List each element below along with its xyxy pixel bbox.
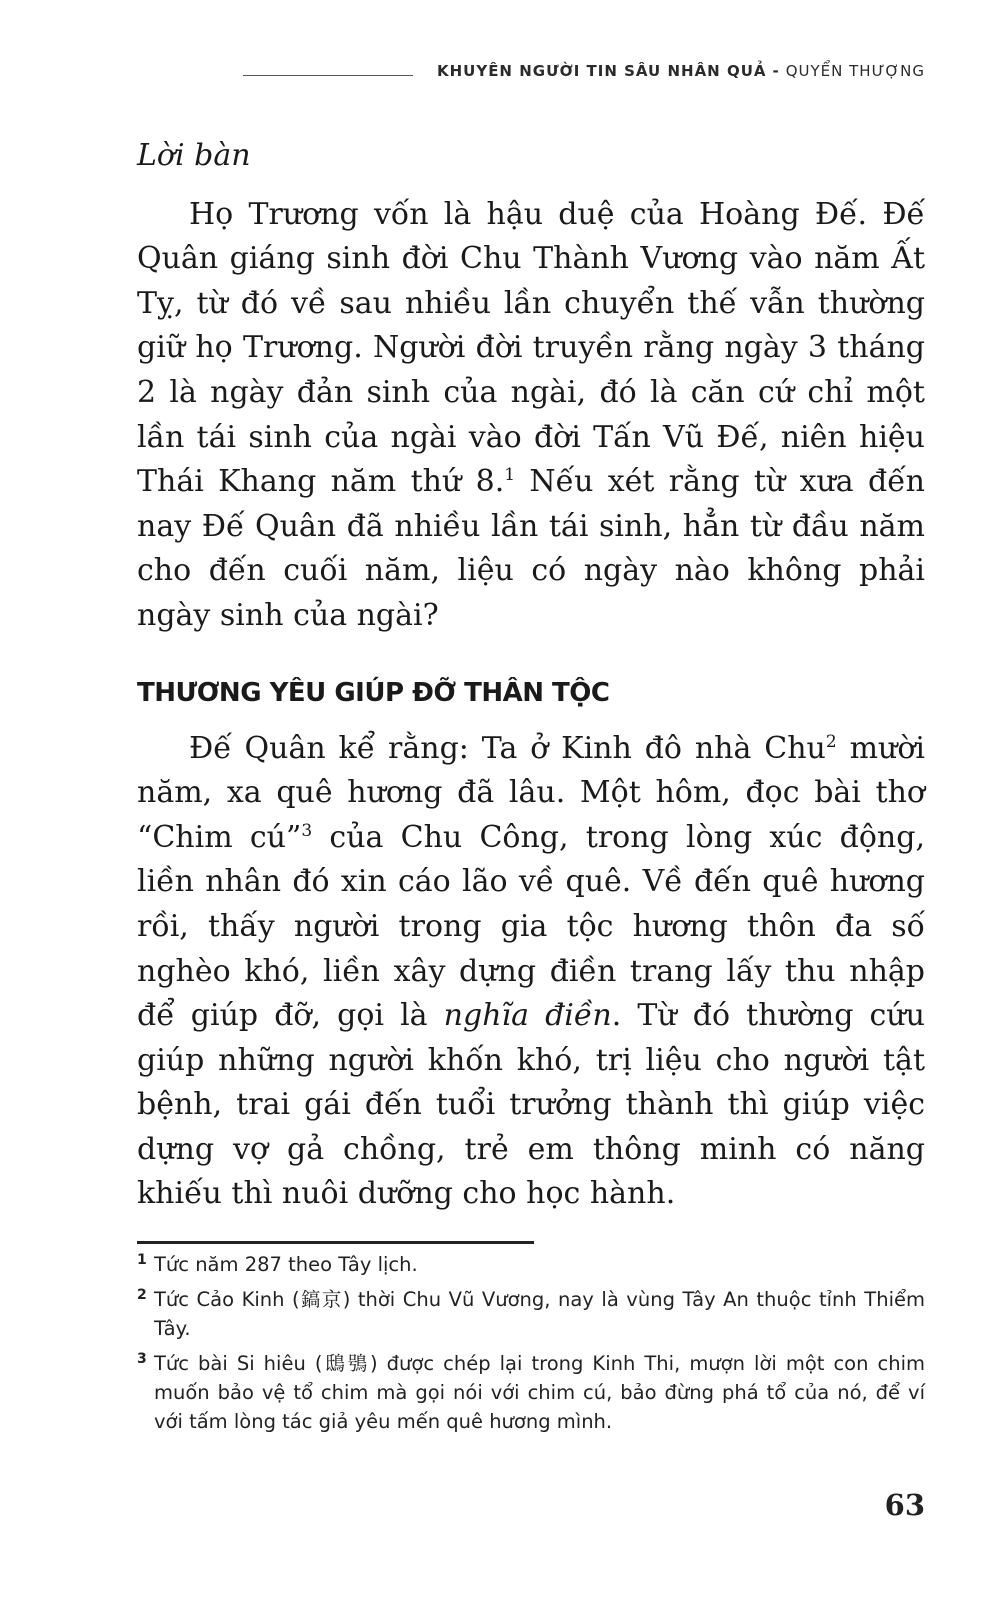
section-heading: THƯƠNG YÊU GIÚP ĐỠ THÂN TỘC <box>137 677 610 708</box>
paragraph-text: mười năm, xa quê hương đã lâu. Một hôm, đọc bài thơ “Chim cú” <box>137 730 925 855</box>
footnote-ref-2: 2 <box>825 731 837 752</box>
footnote-number: 1 <box>137 1252 147 1268</box>
footnote-number: 3 <box>137 1351 147 1367</box>
paragraph-text: của Chu Công, trong lòng xúc động, liền nhân đó xin cáo lão về quê. Về đến quê hương rồi, thấy người trong gia tộc hương thôn đa số nghèo khó, liền xây dựng điền trang lấy thu nhập để giúp đỡ, gọi là <box>137 819 925 1034</box>
paragraph-story <box>137 727 925 1218</box>
footnote-2 <box>137 1285 925 1343</box>
footnote-text: Tức năm 287 theo Tây lịch. <box>154 1253 418 1276</box>
header-book-title: KHUYÊN NGƯỜI TIN SÂU NHÂN QUẢ <box>436 62 767 80</box>
paragraph-text: Nếu xét rằng từ xưa đến nay Đế Quân đã nhiều lần tái sinh, hẳn từ đầu năm cho đến cuối năm, liệu có ngày nào không phải ngày sinh của ngài? <box>137 464 925 633</box>
footnote-ref-1: 1 <box>504 465 516 486</box>
header-separator: - <box>772 62 780 80</box>
running-header <box>137 62 925 80</box>
footnote-text: Tức bài Si hiêu (鴟鴞) được chép lại trong Kinh Thi, mượn lời một con chim muốn bảo vệ tổ chim mà gọi nói với chim cú, bảo đừng phá tổ của nó, để ví với tấm lòng tác giả yêu mến quê hương mình. <box>154 1352 925 1433</box>
footnote-rule <box>137 1241 534 1244</box>
footnote-text: Tức Cảo Kinh (鎬京) thời Chu Vũ Vương, nay là vùng Tây An thuộc tỉnh Thiểm Tây. <box>154 1288 925 1340</box>
main-text <box>137 134 925 1217</box>
footnote-ref-3: 3 <box>301 820 313 841</box>
paragraph-commentary <box>137 193 925 639</box>
footnote-1 <box>137 1250 925 1279</box>
comment-heading: Lời bàn <box>137 138 251 173</box>
footnote-number: 2 <box>137 1287 147 1303</box>
footnotes <box>137 1250 925 1442</box>
paragraph-text: Họ Trương vốn là hậu duệ của Hoàng Đế. Đế Quân giáng sinh đời Chu Thành Vương vào năm Ất Tỵ, từ đó về sau nhiều lần chuyển thế vẫn thường giữ họ Trương. Người đời truyền rằng ngày 3 tháng 2 là ngày đản sinh của ngài, đó là căn cứ chỉ một lần tái sinh của ngài vào đời Tấn Vũ Đế, niên hiệu Thái Khang năm thứ 8. <box>137 196 925 500</box>
page-number: 63 <box>884 1488 925 1522</box>
footnote-3 <box>137 1349 925 1436</box>
header-volume: QUYỂN THƯỢNG <box>785 62 925 80</box>
emphasis-term: nghĩa điền <box>443 998 612 1034</box>
paragraph-text: Đế Quân kể rằng: Ta ở Kinh đô nhà Chu <box>189 730 826 766</box>
header-rule <box>243 75 413 76</box>
paragraph-text: . Từ đó thường cứu giúp những người khốn khó, trị liệu cho người tật bệnh, trai gái đến tuổi trưởng thành thì giúp việc dựng vợ gả chồng, trẻ em thông minh có năng khiếu thì nuôi dưỡng cho học hành. <box>137 998 925 1212</box>
